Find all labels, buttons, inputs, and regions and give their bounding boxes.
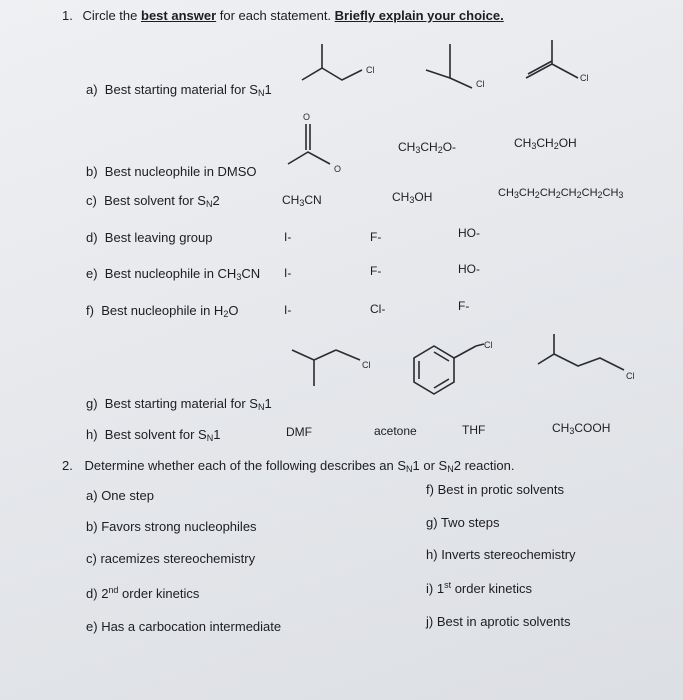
q1a-text: Best starting material for S [104, 82, 258, 97]
q1a-suffix: 1 [264, 82, 272, 97]
q1a-sub: N [257, 88, 265, 98]
q1b-opt3-c: OH [558, 136, 577, 150]
q1g-molecule-2 [408, 334, 508, 398]
q2-item-b [86, 519, 257, 534]
q1b-opt2-sub: 3 [415, 145, 421, 155]
q1d-text: Best leaving group [104, 230, 213, 245]
q1f-option-1[interactable]: I- [284, 303, 292, 317]
q1c-opt3-f-sub: 3 [618, 190, 624, 200]
q2i-sup: st [444, 580, 452, 590]
q1g-mol1-label: Cl [362, 360, 371, 370]
q2j-label: j) [426, 614, 434, 629]
q2-item-h [426, 547, 576, 562]
q1-best-answer: best answer [141, 8, 217, 23]
q2-item-a [86, 488, 154, 503]
q1g-label: g) [86, 396, 98, 411]
q2a-text: One step [101, 488, 154, 503]
q1b-opt3-b-sub: 2 [553, 141, 559, 151]
q1b-opt2-b-sub: 2 [437, 145, 443, 155]
q2-item-d [86, 585, 199, 601]
q1g-mol3-label: Cl [626, 371, 635, 381]
q2-number: 2. [62, 458, 73, 473]
q1c-opt3-a-sub: 3 [513, 190, 519, 200]
q2c-text: racemizes stereochemistry [100, 551, 256, 566]
q1e-option-3[interactable]: HO- [458, 262, 480, 276]
q1g-molecule-3 [534, 332, 644, 392]
q2-suffix: 2 reaction. [453, 458, 515, 473]
q1c-sub: N [205, 199, 213, 209]
q1b-text: Best nucleophile in DMSO [104, 164, 257, 179]
q1b-option-ethanol[interactable] [514, 136, 577, 151]
q2b-text: Favors strong nucleophiles [101, 519, 257, 534]
q1b-opt3-a: CH [514, 136, 532, 150]
q1g-sub: N [257, 402, 265, 412]
q1h-option-4[interactable] [552, 421, 610, 436]
q1h-label: h) [86, 427, 98, 442]
q2-sub1: N [406, 464, 413, 474]
q1c-opt1-b: CN [304, 193, 322, 207]
q2d-sup: nd [108, 585, 119, 595]
q1f-sub: 2 [223, 309, 229, 319]
q1b-mol-o-minus: O [334, 164, 342, 174]
q1f-option-3[interactable]: F- [458, 299, 470, 313]
q2f-text: Best in protic solvents [437, 482, 565, 497]
q1d-option-3[interactable]: HO- [458, 226, 480, 240]
q1c-opt1-a: CH [282, 193, 300, 207]
q2-item-f [426, 482, 564, 497]
q1c-option-hexane[interactable] [498, 187, 623, 200]
q1b-opt3-sub: 3 [531, 141, 537, 151]
q1h-text: Best solvent for S [104, 427, 207, 442]
q1f-text: Best nucleophile in H [101, 303, 224, 318]
q1-explain: Briefly explain your choice. [334, 8, 504, 23]
q1a-prompt [86, 82, 272, 98]
q1e-text: Best nucleophile in CH [104, 266, 237, 281]
q1b-prompt [86, 164, 257, 179]
q1c-option-methanol[interactable] [392, 190, 432, 205]
q1e-prompt [86, 266, 260, 282]
q2i-rest: order kinetics [451, 581, 533, 596]
q1h-opt4-a: CH [552, 421, 570, 435]
q2h-label: h) [426, 547, 438, 562]
q1c-opt3-e-sub: 2 [597, 190, 603, 200]
q2-item-j [426, 614, 571, 629]
q2-header [62, 458, 514, 474]
q2-sub2: N [447, 464, 454, 474]
q1a-mol1-label: Cl [366, 65, 375, 75]
q1d-label: d) [86, 230, 98, 245]
q2d-rest: order kinetics [118, 586, 200, 601]
q2-prefix: Determine whether each of the following describes an S [84, 458, 407, 473]
q1b-acetate-molecule [286, 108, 356, 178]
q1h-option-3[interactable]: THF [462, 423, 486, 437]
q1a-molecule-2 [420, 40, 510, 90]
q1e-option-1[interactable]: I- [284, 266, 292, 280]
q1h-opt4-b: COOH [574, 421, 611, 435]
q1e-sub: 3 [236, 272, 242, 282]
q1a-label: a) [86, 82, 98, 97]
q1c-opt2-sub: 3 [409, 195, 415, 205]
q1b-opt2-c: O- [442, 140, 457, 154]
q1f-suffix: O [228, 303, 239, 318]
q1c-opt3-c-sub: 2 [555, 190, 561, 200]
q2-item-c [86, 551, 255, 566]
q2a-label: a) [86, 488, 98, 503]
q1g-prompt [86, 396, 272, 412]
q1g-text: Best starting material for S [104, 396, 258, 411]
q1c-opt2-a: CH [392, 190, 410, 204]
q1a-mol2-label: Cl [476, 79, 485, 89]
q1c-opt3-e: CH [581, 187, 598, 199]
q2i-label: i) [426, 581, 434, 596]
q1b-opt2-b: CH [420, 140, 438, 154]
q1b-option-ethoxide[interactable] [398, 140, 456, 155]
q1f-prompt [86, 303, 238, 319]
q1c-opt3-f: CH [602, 187, 619, 199]
q1a-mol3-label: Cl [580, 73, 589, 83]
q2b-label: b) [86, 519, 98, 534]
q1g-suffix: 1 [264, 396, 272, 411]
q1g-molecule-1 [288, 336, 378, 396]
q1c-label: c) [86, 193, 97, 208]
q1b-opt3-b: CH [536, 136, 554, 150]
q1h-opt4-sub: 3 [569, 426, 575, 436]
q2d-label: d) [86, 586, 98, 601]
q1h-option-1[interactable]: DMF [286, 425, 312, 439]
q2i-text: 1 [436, 581, 445, 596]
q1c-text: Best solvent for S [104, 193, 206, 208]
q1c-opt2-b: OH [414, 190, 433, 204]
q2h-text: Inverts stereochemistry [441, 547, 576, 562]
q1c-opt3-a: CH [498, 187, 514, 199]
q2g-text: Two steps [440, 515, 500, 530]
q1d-option-1[interactable]: I- [284, 230, 292, 244]
q2e-text: Has a carbocation intermediate [101, 619, 282, 634]
q2d-text: 2 [101, 586, 109, 601]
q1c-suffix: 2 [212, 193, 220, 208]
q1h-suffix: 1 [213, 427, 221, 442]
q1e-option-2[interactable]: F- [370, 264, 382, 278]
q1c-option-acetonitrile[interactable] [282, 193, 322, 208]
q1c-opt1-sub: 3 [299, 198, 305, 208]
q1a-molecule-1 [296, 40, 386, 90]
q1h-option-2[interactable]: acetone [374, 424, 417, 438]
q1h-prompt [86, 427, 220, 443]
q1b-mol-o-top: O [303, 112, 311, 122]
q2-item-g [426, 515, 499, 530]
q1b-label: b) [86, 164, 98, 179]
q2j-text: Best in aprotic solvents [436, 614, 571, 629]
q1-number: 1. [62, 8, 73, 23]
q1h-sub: N [206, 433, 214, 443]
q1c-opt3-d-sub: 2 [576, 190, 582, 200]
q1c-opt3-d: CH [560, 187, 577, 199]
q2f-label: f) [426, 482, 434, 497]
q1c-prompt [86, 193, 220, 209]
q1c-opt3-b: CH [518, 187, 535, 199]
q1c-opt3-c: CH [539, 187, 556, 199]
q1c-opt3-b-sub: 2 [534, 190, 540, 200]
q2-mid: 1 or S [412, 458, 448, 473]
q1f-option-2[interactable]: Cl- [370, 302, 386, 316]
q1-prefix: Circle the [82, 8, 141, 23]
q1e-suffix: CN [241, 266, 261, 281]
q1f-label: f) [86, 303, 94, 318]
q1-header [62, 8, 504, 23]
q2e-label: e) [86, 619, 98, 634]
q1a-molecule-3 [522, 40, 612, 90]
q2-item-e [86, 619, 281, 634]
q1d-prompt [86, 230, 212, 245]
q1b-opt2-a: CH [398, 140, 416, 154]
q2c-label: c) [86, 551, 97, 566]
q2-item-i [426, 580, 532, 596]
q1e-label: e) [86, 266, 98, 281]
q1g-mol2-label: Cl [484, 340, 493, 350]
q2g-label: g) [426, 515, 438, 530]
q1-middle: for each statement. [216, 8, 335, 23]
q1d-option-2[interactable]: F- [370, 230, 382, 244]
